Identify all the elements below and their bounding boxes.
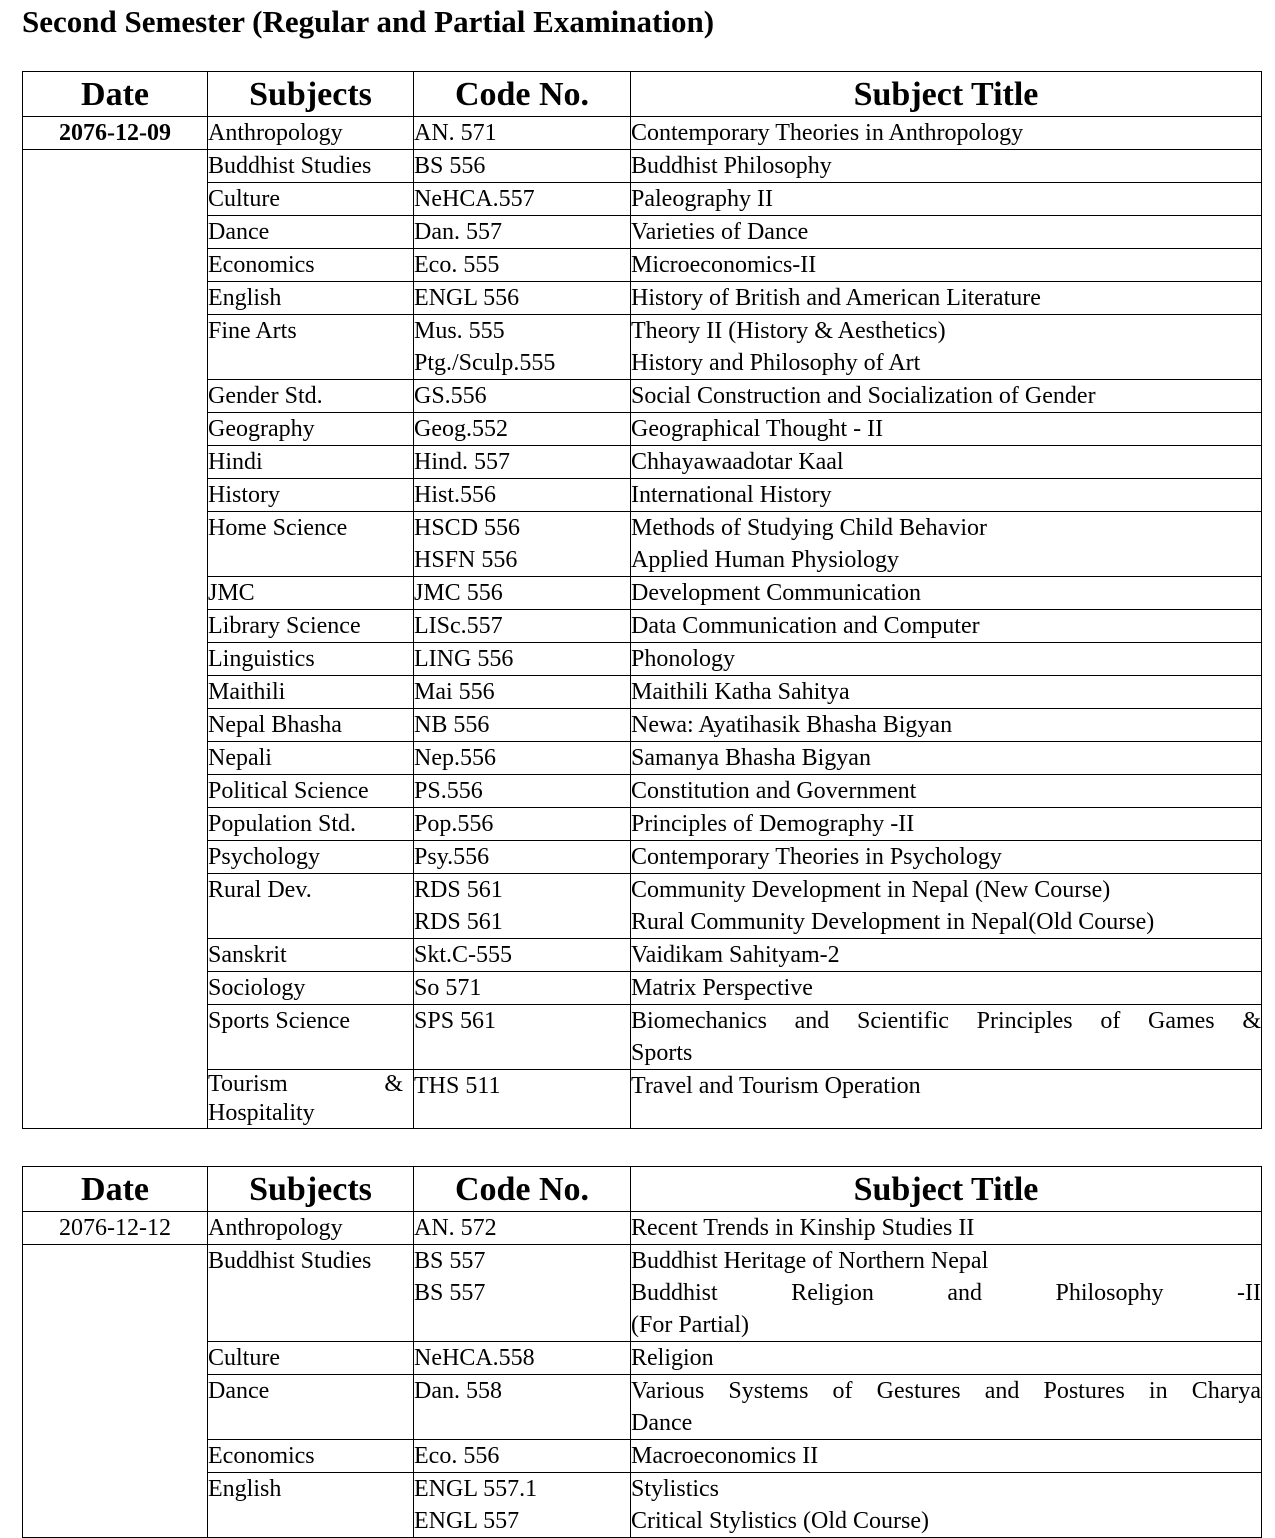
subject-title-line: Maithili Katha Sahitya [631, 679, 850, 705]
course-code [414, 742, 631, 775]
subject-title-line: Dance [631, 1410, 693, 1436]
subject-title-line: Phonology [631, 646, 736, 672]
course-code [414, 1375, 631, 1440]
subject-title-line: Macroeconomics II [631, 1443, 819, 1469]
header-subject-title: Subject Title [631, 72, 1262, 117]
course-code-line: LING 556 [414, 646, 514, 672]
subject-name: History [208, 479, 414, 512]
course-code [414, 1440, 631, 1473]
course-code [414, 610, 631, 643]
subject-title [631, 577, 1262, 610]
course-code [414, 1245, 631, 1342]
course-code-line: ENGL 557 [414, 1508, 520, 1534]
subject-name: Library Science [208, 610, 414, 643]
course-code [414, 972, 631, 1005]
date-cell-empty [23, 1440, 208, 1473]
subject-name: Dance [208, 216, 414, 249]
subject-title-line: Buddhist Religion and Philosophy -II [631, 1280, 1261, 1306]
course-code-line: ENGL 556 [414, 285, 520, 311]
date-cell-empty [23, 808, 208, 841]
subject-title-line: Principles of Demography -II [631, 811, 915, 837]
date-cell-empty [23, 841, 208, 874]
table-row [23, 676, 1262, 709]
table-row [23, 643, 1262, 676]
date-cell-empty [23, 1473, 208, 1538]
course-code-line: So 571 [414, 975, 482, 1001]
subject-title-line: Development Communication [631, 580, 921, 606]
table-row [23, 1070, 1262, 1129]
date-cell-empty [23, 874, 208, 939]
subject-title [631, 413, 1262, 446]
course-code-line: Hind. 557 [414, 449, 510, 475]
subject-name: Buddhist Studies [208, 150, 414, 183]
subject-title [631, 643, 1262, 676]
course-code [414, 282, 631, 315]
subject-name: Maithili [208, 676, 414, 709]
subject-title-line: Samanya Bhasha Bigyan [631, 745, 871, 771]
table-row [23, 972, 1262, 1005]
subject-name: Linguistics [208, 643, 414, 676]
subject-name: Culture [208, 183, 414, 216]
date-cell-empty [23, 315, 208, 380]
course-code [414, 446, 631, 479]
subject-name: Population Std. [208, 808, 414, 841]
course-code-line: Mai 556 [414, 679, 495, 705]
subject-title [631, 216, 1262, 249]
table-row [23, 1245, 1262, 1342]
course-code-line: Eco. 556 [414, 1443, 500, 1469]
header-subjects: Subjects [208, 1167, 414, 1212]
course-code-line: BS 556 [414, 153, 486, 179]
subject-title-line: Community Development in Nepal (New Course) [631, 877, 1111, 903]
course-code-line: AN. 572 [414, 1215, 497, 1241]
subject-title-line: Methods of Studying Child Behavior [631, 515, 987, 541]
course-code-line: GS.556 [414, 383, 487, 409]
subject-title [631, 479, 1262, 512]
table-row [23, 742, 1262, 775]
course-code [414, 775, 631, 808]
subject-title-line: Rural Community Development in Nepal(Old Course) [631, 909, 1155, 935]
subject-name: Psychology [208, 841, 414, 874]
course-code [414, 183, 631, 216]
course-code [414, 413, 631, 446]
course-code-line: SPS 561 [414, 1008, 497, 1034]
header-subject-title: Subject Title [631, 1167, 1262, 1212]
course-code-line: BS 557 [414, 1280, 486, 1306]
subject-title-line: Paleography II [631, 186, 773, 212]
course-code-line: HSFN 556 [414, 547, 518, 573]
subject-name: Economics [208, 249, 414, 282]
course-code [414, 709, 631, 742]
table-row [23, 315, 1262, 380]
table-row [23, 282, 1262, 315]
course-code-line: NB 556 [414, 712, 490, 738]
subject-title-line: Contemporary Theories in Anthropology [631, 120, 1024, 146]
date-cell-empty [23, 249, 208, 282]
course-code [414, 249, 631, 282]
subject-title-line: Theory II (History & Aesthetics) [631, 318, 946, 344]
subject-title [631, 249, 1262, 282]
course-code [414, 643, 631, 676]
subject-name: Tourism & Hospitality [208, 1070, 414, 1129]
table-row [23, 446, 1262, 479]
date-cell-empty [23, 676, 208, 709]
date-cell-empty [23, 709, 208, 742]
subject-name: Nepal Bhasha [208, 709, 414, 742]
header-code: Code No. [414, 1167, 631, 1212]
course-code-line: ENGL 557.1 [414, 1476, 538, 1502]
date-cell-empty [23, 643, 208, 676]
subject-title [631, 1245, 1262, 1342]
header-code: Code No. [414, 72, 631, 117]
subject-title-line: Constitution and Government [631, 778, 917, 804]
subject-title-line: Contemporary Theories in Psychology [631, 844, 1002, 870]
date-cell-empty [23, 413, 208, 446]
date-cell-empty [23, 742, 208, 775]
course-code-line: Pop.556 [414, 811, 494, 837]
date-cell-empty [23, 1375, 208, 1440]
subject-title [631, 117, 1262, 150]
table-row [23, 1440, 1262, 1473]
subject-name: English [208, 282, 414, 315]
course-code [414, 676, 631, 709]
table-row [23, 709, 1262, 742]
exam-schedule-table-1 [22, 71, 1262, 1129]
table-row [23, 577, 1262, 610]
table-row [23, 808, 1262, 841]
date-cell-empty [23, 183, 208, 216]
subject-name: Anthropology [208, 117, 414, 150]
subject-title [631, 1070, 1262, 1129]
course-code [414, 1342, 631, 1375]
subject-title [631, 808, 1262, 841]
course-code-line: NeHCA.557 [414, 186, 535, 212]
table-row [23, 775, 1262, 808]
date-cell-empty [23, 282, 208, 315]
subject-title [631, 939, 1262, 972]
table-row [23, 1342, 1262, 1375]
table-row [23, 150, 1262, 183]
subject-name: Buddhist Studies [208, 1245, 414, 1342]
subject-title-line: Matrix Perspective [631, 975, 813, 1001]
subject-name: Rural Dev. [208, 874, 414, 939]
subject-title-line: Data Communication and Computer [631, 613, 980, 639]
subject-title [631, 1375, 1262, 1440]
subject-title-line: Social Construction and Socialization of Gender [631, 383, 1096, 409]
course-code-line: AN. 571 [414, 120, 497, 146]
date-cell-empty [23, 775, 208, 808]
subject-title-line: Chhayawaadotar Kaal [631, 449, 844, 475]
date-cell-empty [23, 150, 208, 183]
subject-title-line: Buddhist Philosophy [631, 153, 832, 179]
course-code-line: Dan. 557 [414, 219, 502, 245]
date-cell-empty [23, 1342, 208, 1375]
course-code [414, 577, 631, 610]
exam-schedule-table-2 [22, 1166, 1262, 1538]
subject-name: Culture [208, 1342, 414, 1375]
course-code [414, 1212, 631, 1245]
subject-title [631, 742, 1262, 775]
page-title: Second Semester (Regular and Partial Examination) [22, 4, 715, 39]
date-cell-empty [23, 1070, 208, 1129]
course-code [414, 216, 631, 249]
subject-name: Sports Science [208, 1005, 414, 1070]
subject-title [631, 446, 1262, 479]
date-cell-empty [23, 972, 208, 1005]
subject-name: Geography [208, 413, 414, 446]
course-code [414, 479, 631, 512]
course-code [414, 150, 631, 183]
subject-name: Fine Arts [208, 315, 414, 380]
subject-title [631, 282, 1262, 315]
date-cell-empty [23, 610, 208, 643]
subject-title [631, 972, 1262, 1005]
course-code-line: Geog.552 [414, 416, 508, 442]
table-row [23, 413, 1262, 446]
course-code-line: RDS 561 [414, 909, 503, 935]
course-code-line: HSCD 556 [414, 515, 521, 541]
subject-title-line: Newa: Ayatihasik Bhasha Bigyan [631, 712, 953, 738]
subject-name: Sanskrit [208, 939, 414, 972]
subject-title-line: Vaidikam Sahityam-2 [631, 942, 840, 968]
course-code [414, 315, 631, 380]
course-code [414, 874, 631, 939]
subject-name: Dance [208, 1375, 414, 1440]
course-code-line: Dan. 558 [414, 1378, 502, 1404]
table-row [23, 1212, 1262, 1245]
course-code [414, 808, 631, 841]
course-code [414, 1070, 631, 1129]
header-date: Date [23, 1167, 208, 1212]
subject-title [631, 1473, 1262, 1538]
subject-name: Nepali [208, 742, 414, 775]
subject-title-line: Biomechanics and Scientific Principles of Games & [631, 1008, 1261, 1034]
subject-name: Home Science [208, 512, 414, 577]
table-row [23, 183, 1262, 216]
course-code [414, 380, 631, 413]
subject-title-line: Sports [631, 1040, 693, 1066]
subject-name: Political Science [208, 775, 414, 808]
table-row [23, 874, 1262, 939]
date-cell-empty [23, 1245, 208, 1342]
subject-title [631, 709, 1262, 742]
course-code-line: Eco. 555 [414, 252, 500, 278]
subject-title [631, 1212, 1262, 1245]
subject-name: JMC [208, 577, 414, 610]
date-cell-empty [23, 939, 208, 972]
subject-title [631, 676, 1262, 709]
subject-name: Gender Std. [208, 380, 414, 413]
table-row [23, 216, 1262, 249]
subject-title-line: Stylistics [631, 1476, 720, 1502]
subject-title [631, 380, 1262, 413]
course-code [414, 117, 631, 150]
subject-title [631, 874, 1262, 939]
table-row [23, 512, 1262, 577]
table-row [23, 939, 1262, 972]
subject-title-line: History and Philosophy of Art [631, 350, 921, 376]
course-code-line: PS.556 [414, 778, 483, 804]
course-code [414, 512, 631, 577]
course-code-line: Mus. 555 [414, 318, 505, 344]
table-header-row [23, 1167, 1262, 1212]
subject-title [631, 1342, 1262, 1375]
subject-title-line: Recent Trends in Kinship Studies II [631, 1215, 975, 1241]
course-code [414, 1005, 631, 1070]
subject-title-line: (For Partial) [631, 1312, 749, 1338]
course-code-line: BS 557 [414, 1248, 486, 1274]
course-code [414, 939, 631, 972]
subject-title [631, 1005, 1262, 1070]
subject-title [631, 841, 1262, 874]
course-code-line: RDS 561 [414, 877, 503, 903]
date-cell-empty [23, 216, 208, 249]
course-code-line: Psy.556 [414, 844, 490, 870]
date-cell-empty [23, 577, 208, 610]
date-cell-empty [23, 512, 208, 577]
table-row [23, 249, 1262, 282]
subject-title [631, 610, 1262, 643]
exam-date: 2076-12-12 [23, 1212, 208, 1245]
table-row [23, 1473, 1262, 1538]
subject-title-line: Applied Human Physiology [631, 547, 899, 573]
table-row [23, 1375, 1262, 1440]
subject-name: English [208, 1473, 414, 1538]
subject-title-line: Buddhist Heritage of Northern Nepal [631, 1248, 989, 1274]
course-code [414, 841, 631, 874]
subject-name: Hindi [208, 446, 414, 479]
subject-title [631, 315, 1262, 380]
table-row [23, 841, 1262, 874]
course-code-line: THS 511 [414, 1073, 501, 1099]
table-row [23, 610, 1262, 643]
subject-name: Anthropology [208, 1212, 414, 1245]
date-cell-empty [23, 446, 208, 479]
subject-name: Economics [208, 1440, 414, 1473]
date-cell-empty [23, 380, 208, 413]
table-row [23, 380, 1262, 413]
course-code-line: Ptg./Sculp.555 [414, 350, 556, 376]
table-row [23, 1005, 1262, 1070]
course-code-line: NeHCA.558 [414, 1345, 535, 1371]
subject-title-line: Microeconomics-II [631, 252, 817, 278]
date-cell-empty [23, 479, 208, 512]
table-row [23, 117, 1262, 150]
subject-title [631, 775, 1262, 808]
subject-title [631, 1440, 1262, 1473]
table-row [23, 479, 1262, 512]
course-code-line: Skt.C-555 [414, 942, 513, 968]
subject-title-line: Critical Stylistics (Old Course) [631, 1508, 929, 1534]
table-header-row [23, 72, 1262, 117]
subject-title-line: Religion [631, 1345, 714, 1371]
subject-name: Sociology [208, 972, 414, 1005]
course-code-line: Nep.556 [414, 745, 496, 771]
header-date: Date [23, 72, 208, 117]
subject-title-line: Travel and Tourism Operation [631, 1073, 921, 1099]
subject-title [631, 512, 1262, 577]
subject-title-line: Various Systems of Gestures and Postures in Charya [631, 1378, 1261, 1404]
course-code [414, 1473, 631, 1538]
subject-title [631, 150, 1262, 183]
subject-title-line: History of British and American Literature [631, 285, 1041, 311]
exam-date: 2076-12-09 [23, 117, 208, 150]
course-code-line: Hist.556 [414, 482, 497, 508]
course-code-line: JMC 556 [414, 580, 503, 606]
course-code-line: LISc.557 [414, 613, 503, 639]
subject-title-line: Geographical Thought - II [631, 416, 884, 442]
subject-title-line: Varieties of Dance [631, 219, 809, 245]
subject-title-line: International History [631, 482, 832, 508]
date-cell-empty [23, 1005, 208, 1070]
header-subjects: Subjects [208, 72, 414, 117]
subject-title [631, 183, 1262, 216]
